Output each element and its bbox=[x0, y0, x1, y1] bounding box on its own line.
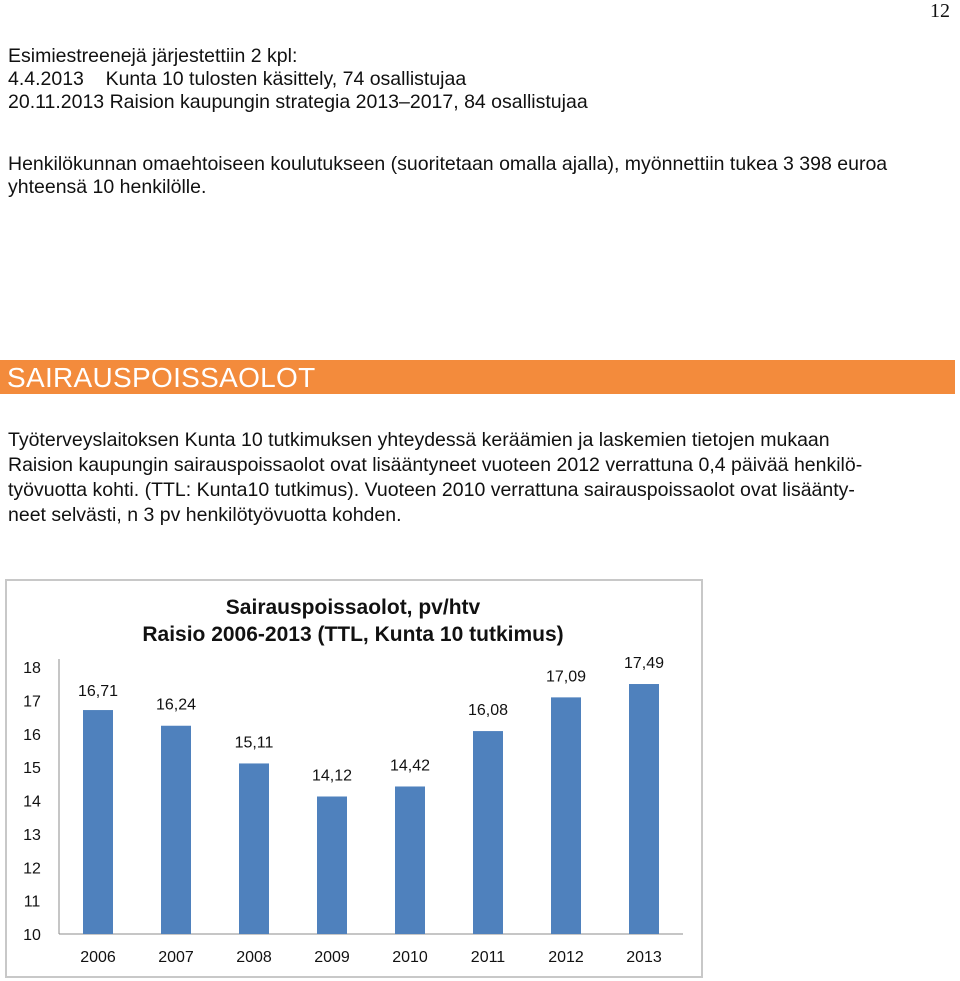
y-tick-label: 16 bbox=[23, 726, 41, 744]
bar bbox=[83, 710, 113, 934]
bar bbox=[395, 786, 425, 934]
y-tick-label: 18 bbox=[23, 660, 41, 677]
y-tick-label: 15 bbox=[23, 760, 41, 778]
x-tick-label: 2006 bbox=[80, 949, 116, 966]
intro-line: Esimiestreenejä järjestettiin 2 kpl: bbox=[8, 45, 298, 67]
y-tick-label: 12 bbox=[23, 860, 41, 878]
chart-subtitle: Raisio 2006-2013 (TTL, Kunta 10 tutkimus) bbox=[142, 623, 564, 646]
bar bbox=[317, 796, 347, 934]
bar bbox=[551, 697, 581, 934]
x-tick-label: 2013 bbox=[626, 949, 662, 966]
intro-line: 4.4.2013 Kunta 10 tulosten käsittely, 74 osallistujaa bbox=[8, 68, 467, 90]
bar bbox=[239, 763, 269, 934]
data-label: 14,42 bbox=[389, 757, 431, 775]
x-tick-label: 2008 bbox=[236, 949, 272, 966]
chart-title: Sairauspoissaolot, pv/htv bbox=[225, 596, 481, 619]
data-label: 17,09 bbox=[545, 668, 587, 686]
page-number: 12 bbox=[930, 0, 950, 22]
sick-leave-paragraph bbox=[8, 428, 953, 528]
chart-plot-area bbox=[23, 655, 683, 966]
x-tick-label: 2012 bbox=[548, 949, 584, 966]
y-tick-label: 13 bbox=[23, 826, 41, 844]
intro-line: 20.11.2013 Raision kaupungin strategia 2013–2017, 84 osallistujaa bbox=[8, 91, 588, 113]
chart-frame bbox=[5, 579, 703, 978]
y-tick-label: 14 bbox=[23, 793, 41, 811]
data-label: 14,12 bbox=[311, 767, 353, 785]
section-title: SAIRAUSPOISSAOLOT bbox=[7, 362, 316, 393]
paragraph-line: työvuotta kohti. (TTL: Kunta10 tutkimus). Vuoteen 2010 verrattuna sairauspoissaolot ovat lisäänty- bbox=[8, 479, 855, 501]
bar bbox=[629, 684, 659, 934]
data-label: 17,49 bbox=[623, 655, 665, 673]
paragraph-line: Raision kaupungin sairauspoissaolot ovat lisääntyneet vuoteen 2012 verrattuna 0,4 päivää henkilö- bbox=[8, 454, 863, 476]
bar bbox=[473, 731, 503, 934]
training-support-paragraph: Henkilökunnan omaehtoiseen koulutukseen (suoritetaan omalla ajalla), myönnettiin tukea 3 398 euroa yhteensä 10 henkilölle. bbox=[8, 153, 888, 198]
data-label: 16,24 bbox=[155, 696, 197, 714]
data-label: 15,11 bbox=[234, 734, 274, 752]
y-tick-label: 10 bbox=[23, 927, 41, 944]
x-tick-label: 2009 bbox=[314, 949, 350, 966]
bar bbox=[161, 726, 191, 934]
data-label: 16,08 bbox=[467, 702, 509, 720]
y-tick-label: 11 bbox=[23, 893, 41, 911]
paragraph-line: neet selvästi, n 3 pv henkilötyövuotta kohden. bbox=[8, 504, 402, 526]
intro-block bbox=[8, 45, 588, 114]
x-tick-label: 2011 bbox=[470, 949, 506, 966]
y-tick-label: 17 bbox=[23, 693, 41, 711]
x-tick-label: 2010 bbox=[392, 949, 428, 966]
bar-chart bbox=[7, 581, 701, 976]
data-label: 16,71 bbox=[77, 683, 119, 701]
section-header-band bbox=[0, 360, 955, 394]
paragraph-line: Työterveyslaitoksen Kunta 10 tutkimuksen yhteydessä keräämien ja laskemien tietojen mukaan bbox=[8, 429, 830, 451]
x-tick-label: 2007 bbox=[158, 949, 194, 966]
